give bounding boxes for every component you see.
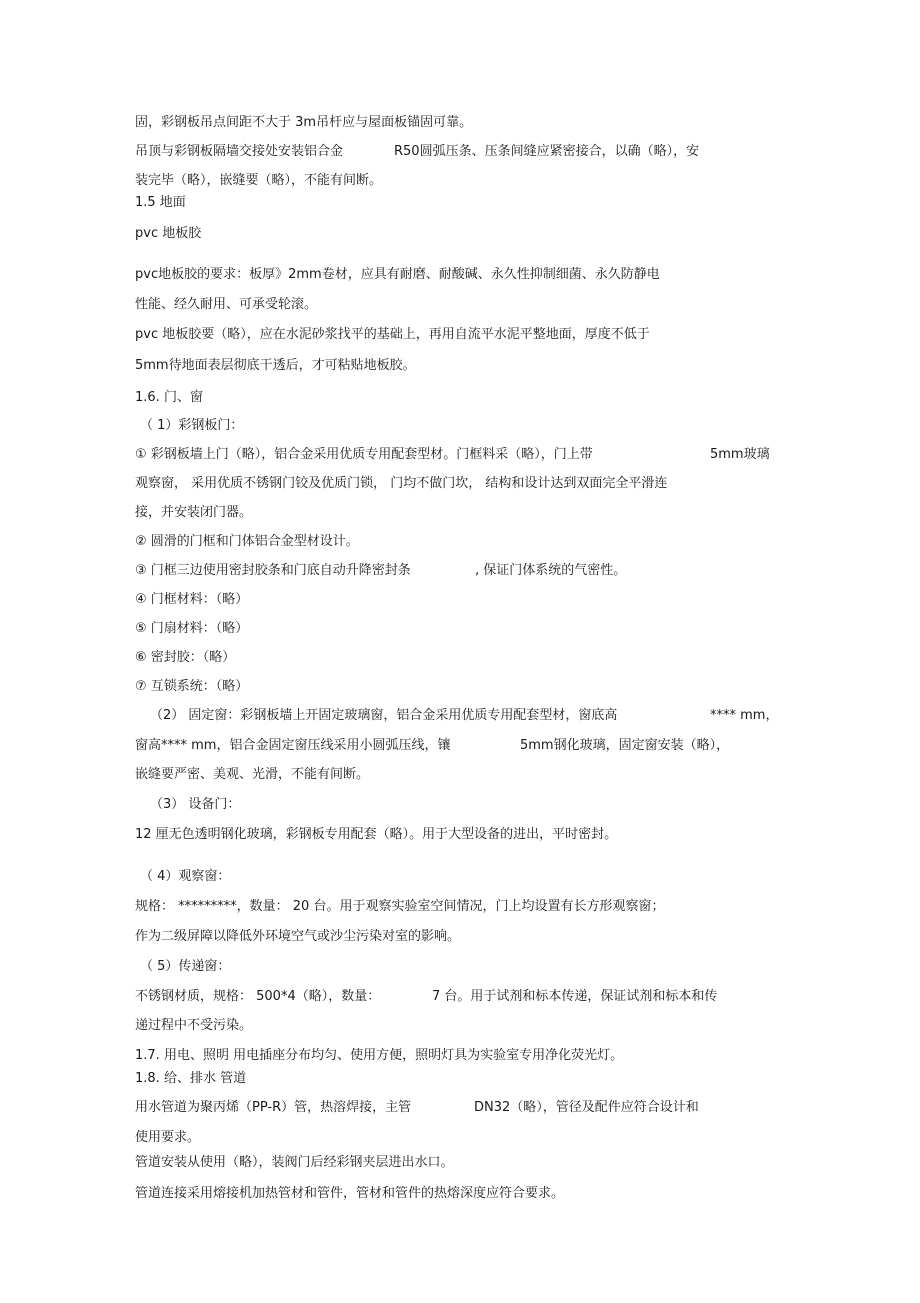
- subsection-heading: （3） 设备门：: [150, 797, 241, 812]
- text-segment: DN32（略），管径及配件应符合设计和: [474, 1100, 699, 1115]
- text-line: pvc 地板胶要（略），应在水泥砂浆找平的基础上，再用自流平水泥平整地面，厚度不低于: [135, 327, 650, 342]
- text-segment: ① 彩钢板墙上门（略），铝合金采用优质专用配套型材。门框料采（略），门上带: [135, 447, 593, 462]
- text-line: 接，并安装闭门器。: [135, 505, 253, 520]
- text-line: 管道连接采用熔接机加热管材和管件，管材和管件的热熔深度应符合要求。: [135, 1186, 565, 1201]
- text-line: 固，彩钢板吊点间距不大于 3m吊杆应与屋面板锚固可靠。: [135, 115, 473, 130]
- subsection-heading: （ 4）观察窗：: [140, 869, 231, 884]
- text-segment: 窗高**** mm，铝合金固定窗压线采用小圆弧压线，镶: [135, 738, 451, 753]
- text-line: 规格： *********，数量： 20 台。用于观察实验室空间情况，门上均设置有长方形观察窗；: [135, 899, 665, 914]
- text-segment: 不锈钢材质，规格： 500*4（略），数量：: [135, 989, 381, 1004]
- section-heading: 1.5 地面: [135, 195, 186, 210]
- text-segment: , 保证门体系统的气密性。: [475, 563, 627, 578]
- list-item: ④ 门框材料：（略）: [135, 592, 249, 607]
- text-segment: 7 台。用于试剂和标本传递，保证试剂和标本和传: [432, 989, 718, 1004]
- list-item: ⑦ 互锁系统：（略）: [135, 679, 249, 694]
- text-line: pvc 地板胶: [135, 226, 202, 241]
- text-line: 12 厘无色透明钢化玻璃，彩钢板专用配套（略）。用于大型设备的进出，平时密封。: [135, 827, 618, 842]
- list-item: ② 圆滑的门框和门体铝合金型材设计。: [135, 534, 359, 549]
- text-line: 性能、经久耐用、可承受轮滚。: [135, 297, 318, 312]
- text-line: 装完毕（略），嵌缝要（略），不能有间断。: [135, 173, 383, 188]
- text-line: 使用要求。: [135, 1130, 201, 1145]
- section-heading: 1.6. 门、窗: [135, 390, 203, 405]
- list-item: ⑤ 门扇材料：（略）: [135, 621, 249, 636]
- text-segment: R50圆弧压条、压条间缝应紧密接合，以确（略），安: [394, 144, 700, 159]
- text-line: 5mm待地面表层彻底干透后，才可粘贴地板胶。: [135, 358, 416, 373]
- text-line: 嵌缝要严密、美观、光滑，不能有间断。: [135, 767, 370, 782]
- text-segment: **** mm，: [710, 708, 779, 723]
- text-segment: ③ 门框三边使用密封胶条和门底自动升降密封条: [135, 563, 411, 578]
- section-heading: 1.7. 用电、照明 用电插座分布均匀、使用方便，照明灯具为实验室专用净化荧光灯。: [135, 1048, 624, 1063]
- text-line: 管道安装从使用（略），装阀门后经彩钢夹层进出水口。: [135, 1155, 454, 1170]
- text-segment: 5mm钢化玻璃，固定窗安装（略），: [520, 738, 730, 753]
- text-segment: 5mm玻璃: [710, 447, 770, 462]
- text-line: 递过程中不受污染。: [135, 1018, 253, 1033]
- text-line: 作为二级屏障以降低外环境空气或沙尘污染对室的影响。: [135, 929, 461, 944]
- text-segment: 用水管道为聚丙烯（PP-R）管，热溶焊接，主管: [135, 1100, 412, 1115]
- list-item: ⑥ 密封胶：（略）: [135, 650, 236, 665]
- section-heading: 1.8. 给、排水 管道: [135, 1071, 247, 1086]
- text-line: 观察窗， 采用优质不锈钢门铰及优质门锁， 门均不做门坎， 结构和设计达到双面完全平滑连: [135, 476, 668, 491]
- text-segment: （2） 固定窗：彩钢板墙上开固定玻璃窗，铝合金采用优质专用配套型材，窗底高: [150, 708, 618, 723]
- subsection-heading: （ 1）彩钢板门：: [140, 418, 244, 433]
- text-segment: 吊顶与彩钢板隔墙交接处安装铝合金: [135, 144, 344, 159]
- subsection-heading: （ 5）传递窗：: [140, 959, 231, 974]
- text-line: pvc地板胶的要求：板厚》2mm卷材，应具有耐磨、耐酸碱、永久性抑制细菌、永久防静电: [135, 267, 660, 282]
